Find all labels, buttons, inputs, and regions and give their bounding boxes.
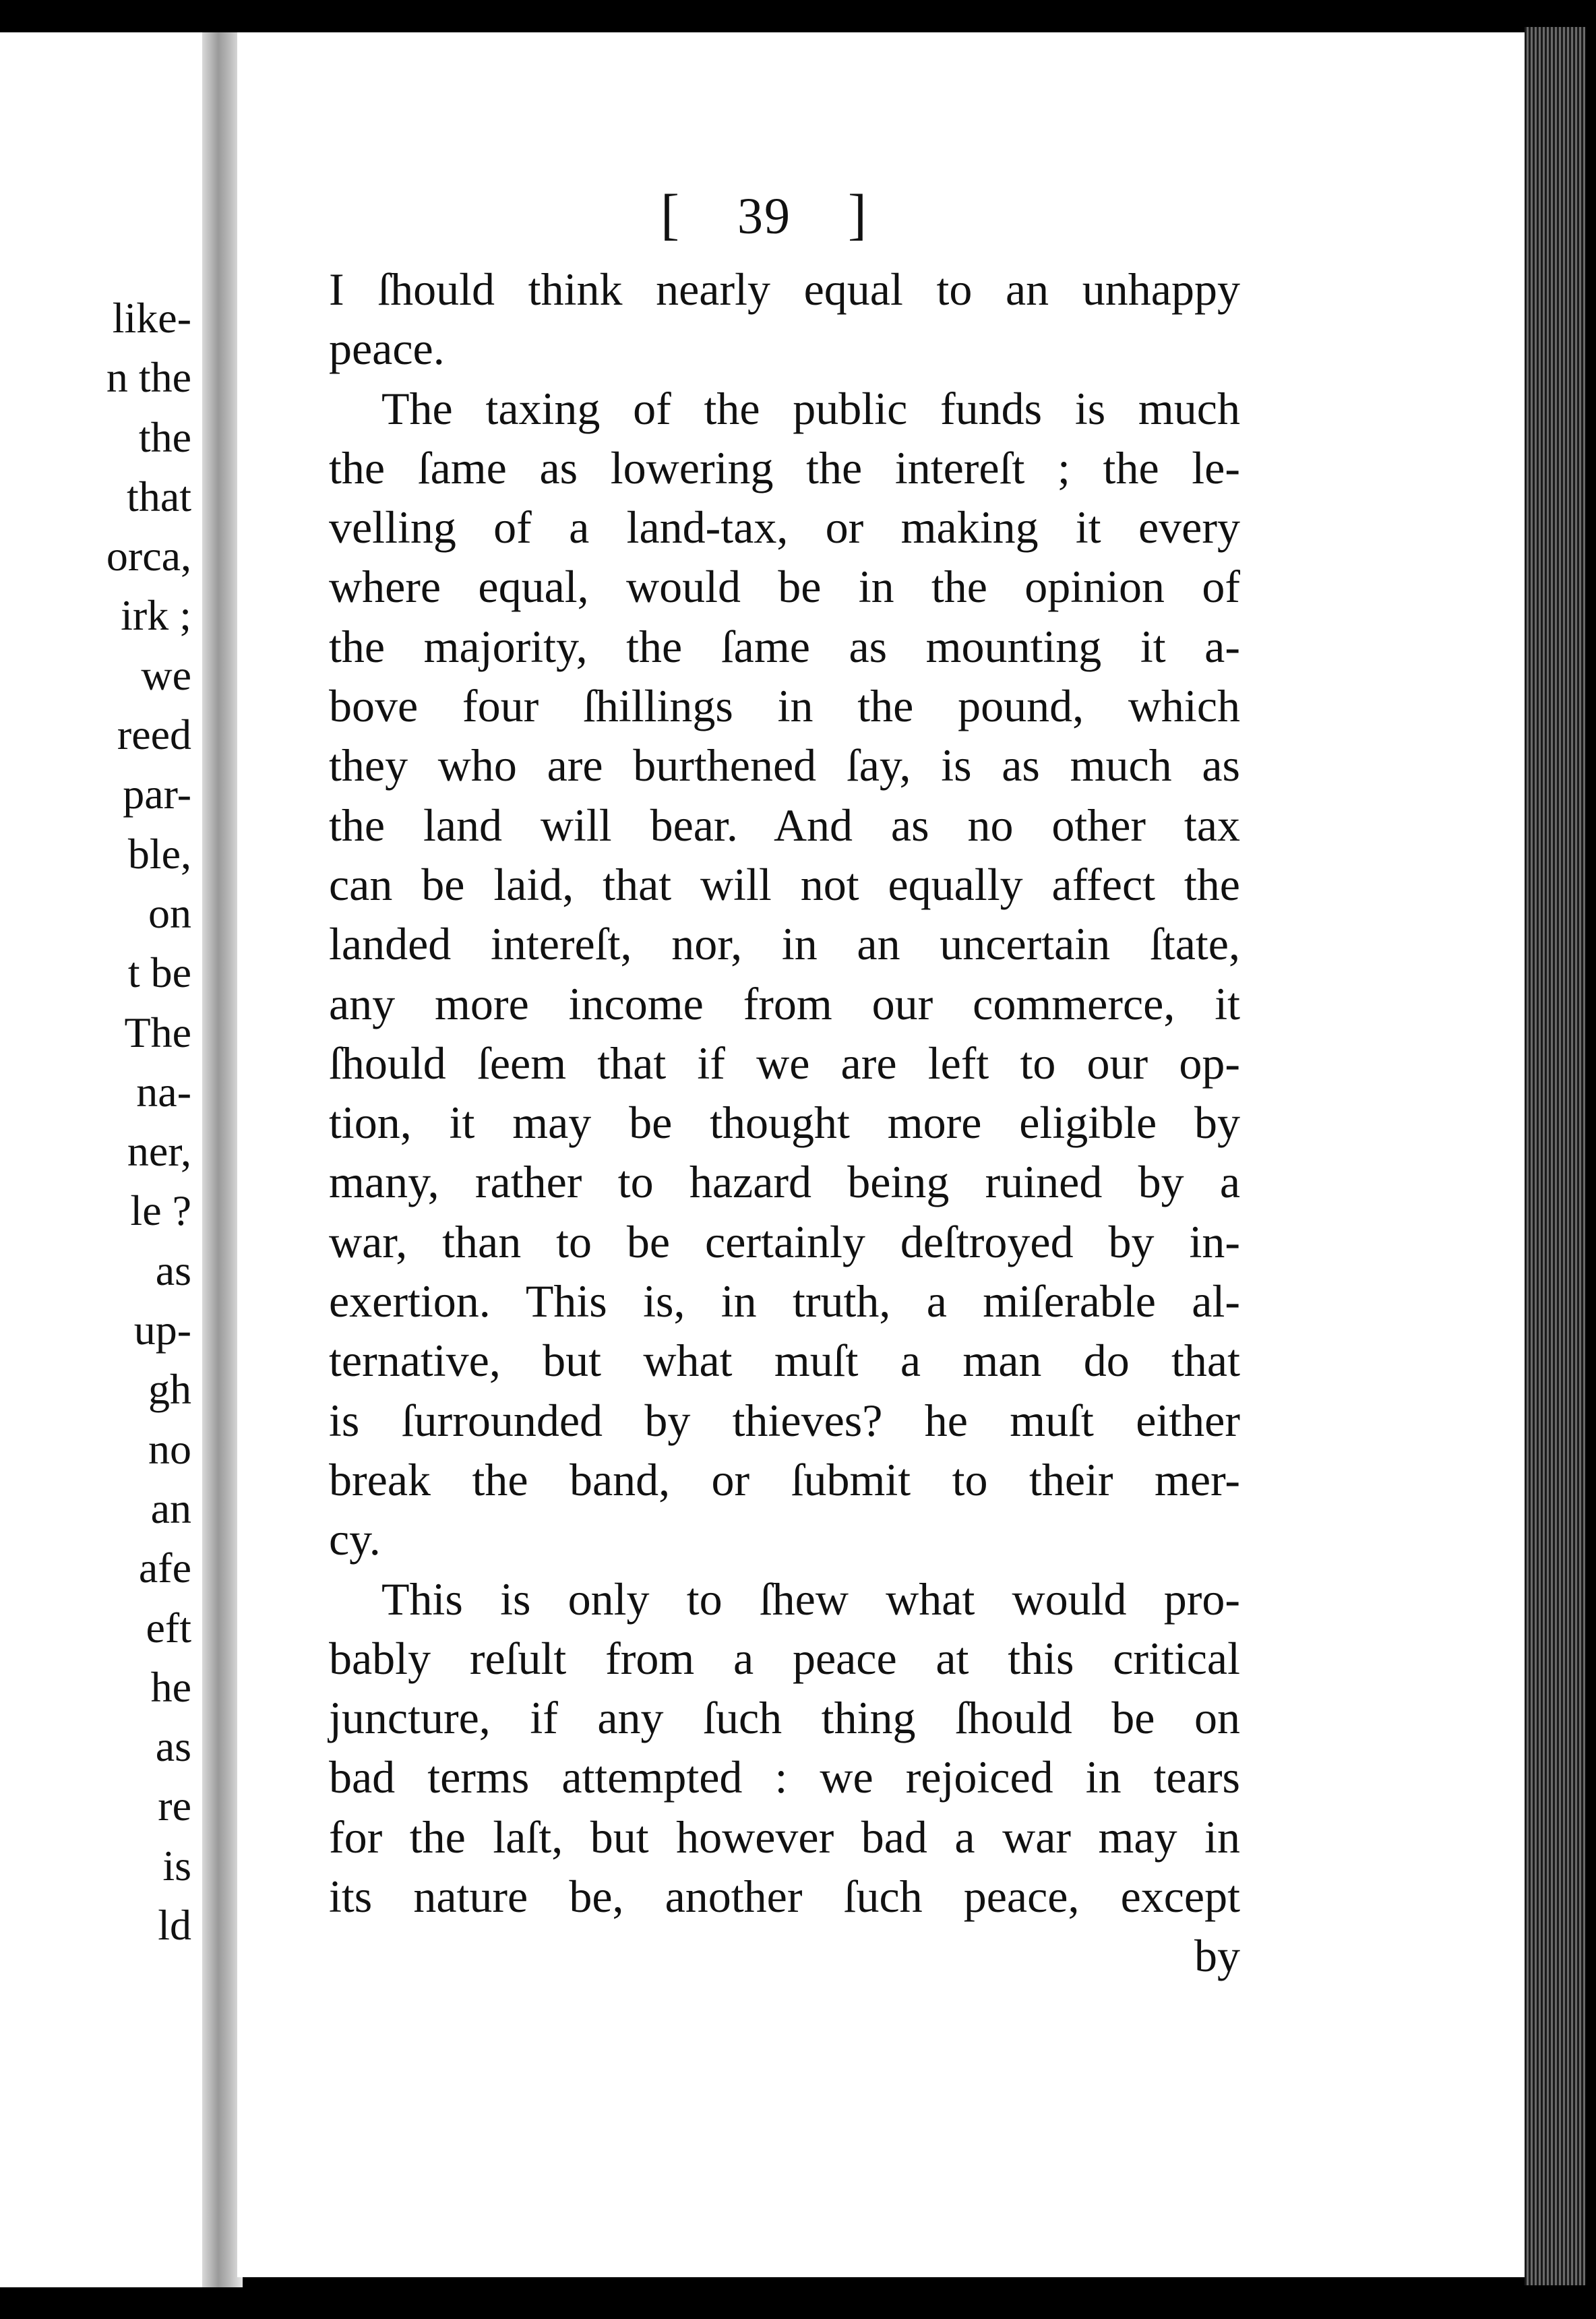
text-line: velling of a land-tax, or making it every xyxy=(329,502,1240,553)
text-line: ſhould ſeem that if we are left to our op- xyxy=(329,1037,1240,1089)
text-line: the ſame as lowering the intereſt ; the le- xyxy=(329,442,1240,493)
text-line: they who are burthened ſay, is as much as xyxy=(329,740,1240,791)
text-line: The taxing of the public funds is much xyxy=(381,382,1240,434)
page-number xyxy=(661,182,930,247)
text-line: This is only to ſhew what would pro- xyxy=(381,1573,1240,1625)
book-gutter xyxy=(202,32,243,2287)
text-line: break the band, or ſubmit to their mer- xyxy=(329,1453,1240,1505)
previous-page xyxy=(0,32,209,2287)
text-line: any more income from our commerce, it xyxy=(329,977,1240,1029)
text-line: bad terms attempted : we rejoiced in tears xyxy=(329,1751,1240,1803)
previous-page-line: ld xyxy=(158,1901,191,1950)
text-line: ternative, but what muſt a man do that xyxy=(329,1335,1240,1387)
page-number-value: 39 xyxy=(737,188,791,245)
catchword: by xyxy=(1194,1930,1240,1982)
page-body-text xyxy=(329,260,1240,1986)
text-line: the land will bear. And as no other tax xyxy=(329,799,1240,851)
previous-page-line: he xyxy=(150,1662,191,1711)
previous-page-line: gh xyxy=(148,1365,191,1414)
previous-page-line: re xyxy=(158,1782,191,1830)
previous-page-line: no xyxy=(148,1424,191,1473)
text-line: is ſurrounded by thieves? he muſt either xyxy=(329,1394,1240,1446)
previous-page-line: afe xyxy=(138,1544,191,1592)
text-line: peace. xyxy=(329,323,445,375)
previous-page-line: na- xyxy=(136,1067,191,1116)
previous-page-line: eft xyxy=(146,1603,191,1652)
text-line: juncture, if any ſuch thing ſhould be on xyxy=(329,1692,1240,1744)
text-line: for the laſt, but however bad a war may in xyxy=(329,1811,1240,1863)
page-number-close-bracket: ] xyxy=(847,183,868,246)
text-line: war, than to be certainly deſtroyed by in- xyxy=(329,1215,1240,1267)
previous-page-line: The xyxy=(124,1008,191,1056)
text-line: can be laid, that will not equally affect the xyxy=(329,858,1240,910)
text-line: tion, it may be thought more eligible by xyxy=(329,1097,1240,1149)
previous-page-line: on xyxy=(148,889,191,937)
previous-page-line: t be xyxy=(127,948,191,997)
text-line: cy. xyxy=(329,1513,381,1565)
text-line: landed intereſt, nor, in an uncertain ſtate, xyxy=(329,918,1240,970)
previous-page-line: like- xyxy=(112,294,191,342)
previous-page-line: as xyxy=(155,1722,191,1771)
previous-page-text xyxy=(106,289,191,1955)
previous-page-line: as xyxy=(155,1246,191,1294)
text-line: many, rather to hazard being ruined by a xyxy=(329,1156,1240,1208)
page-edges xyxy=(1525,27,1585,2285)
text-line: its nature be, another ſuch peace, except xyxy=(329,1871,1240,1923)
text-line: bove four ſhillings in the pound, which xyxy=(329,680,1240,732)
previous-page-line: an xyxy=(150,1484,191,1532)
previous-page-line: orca, xyxy=(106,532,191,580)
text-line: exertion. This is, in truth, a miſerable al- xyxy=(329,1275,1240,1327)
previous-page-line: we xyxy=(141,651,191,699)
previous-page-line: le ? xyxy=(130,1186,191,1235)
previous-page-line: n the xyxy=(106,353,191,402)
previous-page-line: irk ; xyxy=(121,591,191,640)
previous-page-line: ner, xyxy=(127,1127,191,1176)
previous-page-line: is xyxy=(162,1841,191,1890)
previous-page-line: ble, xyxy=(127,829,191,878)
previous-page-line: up- xyxy=(133,1306,191,1354)
previous-page-line: that xyxy=(127,472,191,520)
previous-page-line: par- xyxy=(123,770,191,818)
previous-page-line: the xyxy=(138,413,191,461)
page-number-open-bracket: [ xyxy=(661,183,681,246)
text-line: I ſhould think nearly equal to an unhappy xyxy=(329,264,1240,315)
text-line: bably reſult from a peace at this critical xyxy=(329,1632,1240,1684)
text-line: the majority, the ſame as mounting it a- xyxy=(329,620,1240,672)
previous-page-line: reed xyxy=(117,711,191,759)
text-line: where equal, would be in the opinion of xyxy=(329,561,1240,613)
